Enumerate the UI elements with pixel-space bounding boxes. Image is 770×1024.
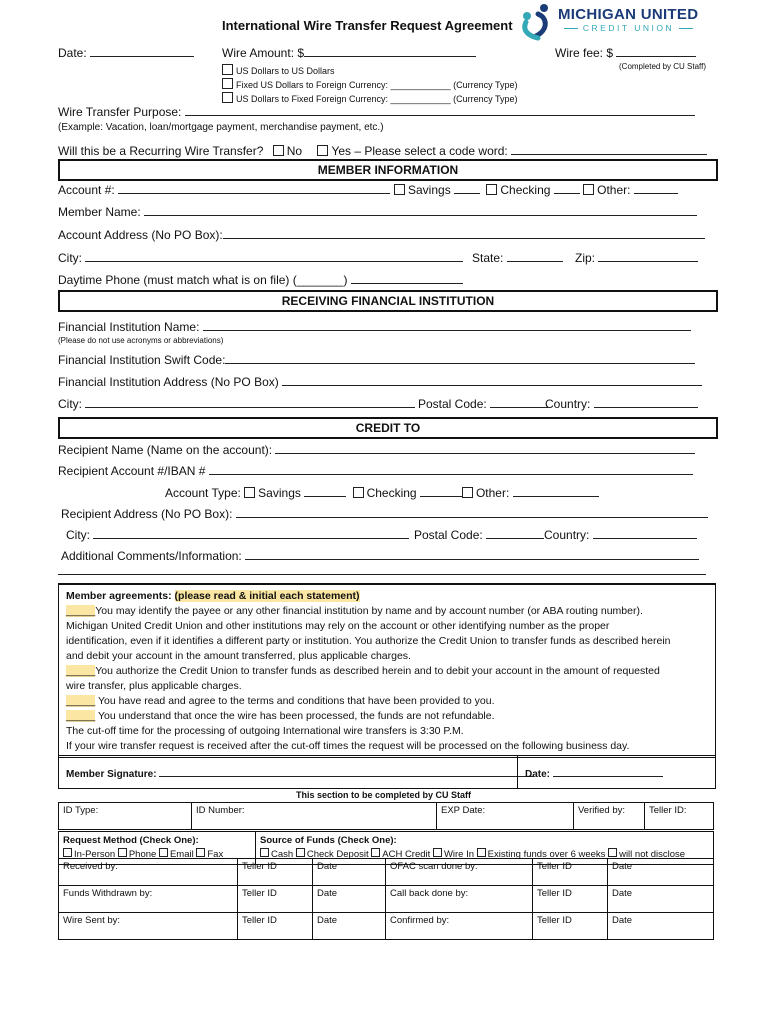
- recipient-city-field[interactable]: City:: [66, 528, 409, 542]
- credit-union-logo: [514, 2, 710, 42]
- ofac-scan-cell[interactable]: OFAC scan done by:: [386, 859, 533, 886]
- recurring-no-checkbox[interactable]: [273, 145, 284, 156]
- credit-to-header: CREDIT TO: [58, 417, 718, 439]
- initial-blank-1[interactable]: _____: [66, 605, 96, 617]
- initial-blank-3[interactable]: _____: [66, 695, 96, 707]
- signature-date-field[interactable]: Date:: [525, 766, 663, 780]
- recipient-postal-field[interactable]: Postal Code:: [414, 528, 544, 542]
- completed-by-staff-note: (Completed by CU Staff): [619, 62, 706, 71]
- savings-checkbox[interactable]: [394, 184, 405, 195]
- verified-by-cell[interactable]: Verified by:: [574, 803, 645, 830]
- received-by-cell[interactable]: Received by:: [59, 859, 238, 886]
- teller-id-col[interactable]: Teller ID: [533, 859, 608, 886]
- date-col[interactable]: Date: [608, 913, 714, 940]
- institution-address-field[interactable]: Financial Institution Address (No PO Box): [58, 375, 702, 389]
- member-name-field[interactable]: Member Name:: [58, 205, 697, 219]
- recipient-account-type: Account Type: Savings Checking Other:: [165, 486, 599, 500]
- staff-signoff-table: [58, 858, 714, 940]
- ach-credit-checkbox[interactable]: [371, 848, 380, 857]
- checkbox[interactable]: [222, 92, 233, 103]
- cutoff-after-note: If your wire transfer request is received after the cut-off times the request will be processed on the following business day.: [66, 740, 630, 752]
- agreement-2-cont: wire transfer, plus applicable charges.: [66, 680, 242, 692]
- option-fixed-usd-to-foreign[interactable]: Fixed US Dollars to Foreign Currency: ____________ (Currency Type): [222, 78, 517, 90]
- date-col[interactable]: Date: [313, 859, 386, 886]
- daytime-phone-field[interactable]: Daytime Phone (must match what is on file) (_______): [58, 273, 463, 287]
- agreement-1-cont3: and debit your account in the amount transferred, plus applicable charges.: [66, 650, 411, 662]
- cutoff-time-note: The cut-off time for the processing of outgoing International wire transfers is 3:30 P.M.: [66, 725, 464, 737]
- source-of-funds-label: Source of Funds (Check One):: [260, 835, 397, 846]
- recurring-question: Will this be a Recurring Wire Transfer? No Yes – Please select a code word:: [58, 144, 707, 158]
- form-title: International Wire Transfer Request Agreement: [222, 18, 513, 33]
- recipient-address-field[interactable]: Recipient Address (No PO Box):: [61, 507, 708, 521]
- teller-id-col[interactable]: Teller ID: [238, 886, 313, 913]
- recipient-other-checkbox[interactable]: [462, 487, 473, 498]
- check-deposit-checkbox[interactable]: [296, 848, 305, 857]
- staff-section-title: This section to be completed by CU Staff: [296, 790, 472, 800]
- receiving-institution-header: RECEIVING FINANCIAL INSTITUTION: [58, 290, 718, 312]
- wire-sent-cell[interactable]: Wire Sent by:: [59, 913, 238, 940]
- code-word-input[interactable]: [511, 144, 707, 155]
- table-row: [59, 913, 714, 940]
- option-usd-to-fixed-foreign[interactable]: US Dollars to Fixed Foreign Currency: ____________ (Currency Type): [222, 92, 517, 104]
- table-row: [59, 859, 714, 886]
- teller-id-col[interactable]: Teller ID: [533, 913, 608, 940]
- account-number-field[interactable]: Account #:: [58, 183, 390, 197]
- date-col[interactable]: Date: [313, 913, 386, 940]
- recipient-checking-checkbox[interactable]: [353, 487, 364, 498]
- request-method-options: In-Person Phone Email Fax: [63, 848, 251, 862]
- teller-id-col[interactable]: Teller ID: [533, 886, 608, 913]
- agreement-4: _____ You understand that once the wire has been processed, the funds are not refundable.: [66, 710, 495, 722]
- request-method-label: Request Method (Check One):: [63, 835, 199, 846]
- recipient-country-field[interactable]: Country:: [544, 528, 697, 542]
- will-not-disclose-checkbox[interactable]: [608, 848, 617, 857]
- checkbox[interactable]: [222, 64, 233, 75]
- signature-divider: [517, 756, 518, 788]
- id-number-cell[interactable]: ID Number:: [192, 803, 437, 830]
- agreement-1: _____You may identify the payee or any other financial institution by name and by account number (or ABA routing number).: [66, 605, 643, 617]
- agreement-3: _____ You have read and agree to the terms and conditions that have been provided to you.: [66, 695, 495, 707]
- institution-postal-field[interactable]: Postal Code:: [418, 397, 548, 411]
- member-agreements-box: [58, 583, 716, 758]
- teller-id-cell[interactable]: Teller ID:: [645, 803, 714, 830]
- teller-id-col[interactable]: Teller ID: [238, 859, 313, 886]
- comments-line[interactable]: [58, 574, 706, 575]
- date-col[interactable]: Date: [313, 886, 386, 913]
- institution-name-note: (Please do not use acronyms or abbreviations): [58, 336, 224, 345]
- wire-fee-field[interactable]: Wire fee: $: [555, 46, 696, 60]
- staff-id-table: [58, 802, 714, 830]
- id-type-cell[interactable]: ID Type:: [59, 803, 192, 830]
- institution-country-field[interactable]: Country:: [545, 397, 698, 411]
- purpose-field[interactable]: Wire Transfer Purpose:: [58, 105, 695, 119]
- date-col[interactable]: Date: [608, 859, 714, 886]
- checkbox[interactable]: [222, 78, 233, 89]
- checking-checkbox[interactable]: [486, 184, 497, 195]
- other-checkbox[interactable]: [583, 184, 594, 195]
- institution-name-field[interactable]: Financial Institution Name:: [58, 320, 691, 334]
- swift-code-field[interactable]: Financial Institution Swift Code:: [58, 353, 695, 367]
- recipient-account-field[interactable]: Recipient Account #/IBAN #: [58, 464, 693, 478]
- wire-in-checkbox[interactable]: [433, 848, 442, 857]
- source-of-funds-options: Cash Check Deposit ACH Credit Wire In Existing funds over 6 weeks will not disclose: [260, 848, 709, 862]
- member-state-field[interactable]: State:: [472, 251, 563, 265]
- confirmed-by-cell[interactable]: Confirmed by:: [386, 913, 533, 940]
- call-back-cell[interactable]: Call back done by:: [386, 886, 533, 913]
- existing-funds-checkbox[interactable]: [477, 848, 486, 857]
- member-info-header: MEMBER INFORMATION: [58, 159, 718, 181]
- logo-mark-icon: [514, 2, 558, 42]
- member-signature-field[interactable]: Member Signature:: [66, 766, 533, 780]
- logo-name: MICHIGAN UNITED: [558, 6, 699, 23]
- date-field[interactable]: Date:: [58, 46, 194, 60]
- institution-city-field[interactable]: City:: [58, 397, 415, 411]
- account-address-field[interactable]: Account Address (No PO Box):: [58, 228, 705, 242]
- table-row: [59, 886, 714, 913]
- member-city-field[interactable]: City:: [58, 251, 463, 265]
- fax-checkbox[interactable]: [196, 848, 205, 857]
- recipient-name-field[interactable]: Recipient Name (Name on the account):: [58, 443, 695, 457]
- account-type-options: Savings Checking Other:: [394, 183, 678, 197]
- agreement-1-cont2: identification, even if it identifies a different party or institution. You authorize the Credit Union to transfer funds as described herein: [66, 635, 671, 647]
- logo-subtitle: CREDIT UNION: [564, 23, 693, 33]
- funds-withdrawn-cell[interactable]: Funds Withdrawn by:: [59, 886, 238, 913]
- exp-date-cell[interactable]: EXP Date:: [437, 803, 574, 830]
- initial-blank-2[interactable]: _____: [66, 665, 96, 677]
- agreement-1-cont: Michigan United Credit Union and other institutions may rely on the account or other identifying number as the proper: [66, 620, 610, 632]
- comments-field[interactable]: Additional Comments/Information:: [61, 549, 699, 563]
- recurring-yes-checkbox[interactable]: [317, 145, 328, 156]
- agreements-heading: Member agreements: (please read & initial each statement): [66, 590, 360, 602]
- teller-id-col[interactable]: Teller ID: [238, 913, 313, 940]
- initial-blank-4[interactable]: _____: [66, 710, 96, 722]
- recipient-savings-checkbox[interactable]: [244, 487, 255, 498]
- purpose-example: (Example: Vacation, loan/mortgage payment, merchandise payment, etc.): [58, 122, 384, 133]
- cash-checkbox[interactable]: [260, 848, 269, 857]
- member-zip-field[interactable]: Zip:: [575, 251, 698, 265]
- in-person-checkbox[interactable]: [63, 848, 72, 857]
- signature-box: [58, 755, 716, 789]
- date-col[interactable]: Date: [608, 886, 714, 913]
- agreement-2: _____You authorize the Credit Union to transfer funds as described herein and to debit your account in the amount of requested: [66, 665, 660, 677]
- phone-checkbox[interactable]: [118, 848, 127, 857]
- email-checkbox[interactable]: [159, 848, 168, 857]
- wire-amount-field[interactable]: Wire Amount: $: [222, 46, 476, 60]
- option-usd-to-usd[interactable]: US Dollars to US Dollars: [222, 64, 335, 76]
